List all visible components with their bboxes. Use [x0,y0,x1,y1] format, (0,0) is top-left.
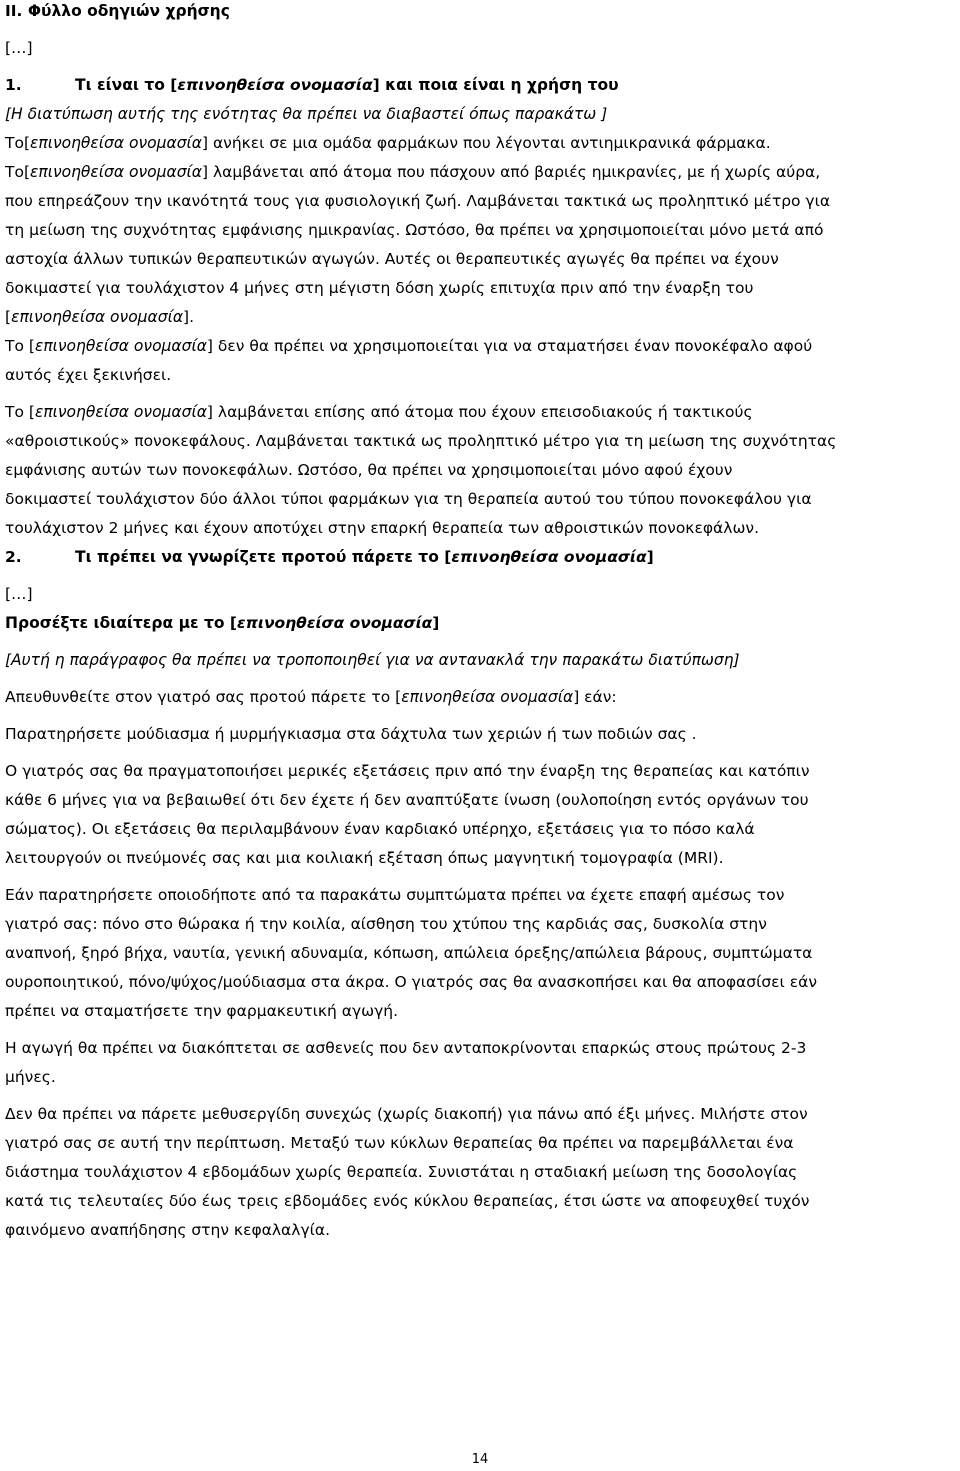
p4-pre: Το [ [5,403,35,421]
p4-line: τουλάχιστον 2 μήνες και έχουν αποτύχει στην επαρκή θεραπεία των αθροιστικών πονοκεφάλων. [5,519,760,537]
p8-line: γιατρό σας: πόνο στο θώρακα ή την κοιλία, αίσθηση του χτύπου της καρδιάς σας, δυσκολία στην [5,915,767,933]
heading-q1-suffix: ] και ποια είναι η χρήση του [372,76,619,94]
p8-line: πρέπει να σταματήσετε την φαρμακευτική αγωγή. [5,1002,399,1020]
instruction-note-1-text: [Η διατύπωση αυτής της ενότητας θα πρέπει να διαβαστεί όπως παρακάτω ] [5,105,608,123]
page-number: 14 [471,1452,489,1467]
ellipsis-marker: […] [5,39,33,57]
heading-q1-name: επινοηθείσα ονομασία [177,76,373,94]
p10-line: Δεν θα πρέπει να πάρετε μεθυσεργίδη συνεχώς (χωρίς διακοπή) για πάνω από έξι μήνες. Μιλήστε στον [5,1105,808,1123]
p2-line: τη μείωση της συχνότητας εμφάνισης ημικρανίας. Ωστόσο, θα πρέπει να χρησιμοποιείται μόνο μετά από [5,221,824,239]
paragraph-5 [5,683,950,712]
p10-line: κατά τις τελευταίες δύο έως τρεις εβδομάδες ενός κύκλου θεραπείας, έτσι ώστε να αποφευχθεί τυχόν [5,1192,810,1210]
p5-pre: Απευθυνθείτε στον γιατρό σας προτού πάρετε το [ [5,688,402,706]
ellipsis-marker-2: […] [5,585,33,603]
p10-line: φαινόμενο αναπήδησης στην κεφαλαλγία. [5,1221,331,1239]
p5-post: ] εάν: [573,688,617,706]
p2-line [5,303,950,332]
p1-pre: Το[ [5,134,30,152]
p2-line: που επηρεάζουν την ικανότητά τους για φυσιολογική ζωή. Λαμβάνεται τακτικά ως προληπτικό μέτρο για [5,192,831,210]
p7-line: λειτουργούν οι πνεύμονές σας και μια κοιλιακή εξέταση όπως μαγνητική τομογραφία (MRI). [5,849,724,867]
heading-q1-prefix: Τι είναι το [ [75,76,178,94]
heading-q1 [5,71,950,100]
paragraph-1 [5,129,950,158]
p8-line: ουροποιητικού, πόνο/ψύχος/μούδιασμα στα άκρα. Ο γιατρός σας θα ανασκοπήσει και θα αποφασίσει εάν [5,973,817,991]
p4-line [5,398,950,427]
p7-line: σώματος). Οι εξετάσεις θα περιλαμβάνουν έναν καρδιακό υπέρηχο, εξετάσεις για το πόσο καλά [5,820,755,838]
heading-q2 [5,543,950,572]
p1-post: ] ανήκει σε μια ομάδα φαρμάκων που λέγονται αντιημικρανικά φάρμακα. [201,134,771,152]
section-title: II. Φύλλο οδηγιών χρήσης [5,2,230,20]
paragraph-8 [5,881,950,1026]
paragraph-9 [5,1034,950,1092]
document-page [5,0,950,1245]
p3-line: αυτός έχει ξεκινήσει. [5,366,172,384]
p4-line: «αθροιστικούς» πονοκεφάλους. Λαμβάνεται τακτικά ως προληπτικό μέτρο για τη μείωση της συχνότητας [5,432,837,450]
instruction-note-2 [5,646,950,675]
p2-line: αστοχία άλλων τυπικών θεραπευτικών αγωγών. Αυτές οι θεραπευτικές αγωγές θα πρέπει να έχουν [5,250,779,268]
p8-line: Εάν παρατηρήσετε οποιοδήποτε από τα παρακάτω συμπτώματα πρέπει να έχετε επαφή αμέσως τον [5,886,785,904]
product-name: επινοηθείσα ονομασία [30,134,202,152]
p3-line [5,332,950,361]
instruction-note-2-text: [Αυτή η παράγραφος θα πρέπει να τροποποιηθεί για να αντανακλά την παρακάτω διατύπωση] [5,651,740,669]
paragraph-7 [5,757,950,873]
p3-post: ] δεν θα πρέπει να χρησιμοποιείται για να σταματήσει έναν πονοκέφαλο αφού [206,337,813,355]
caution-name: επινοηθείσα ονομασία [237,614,433,632]
p2-line [5,158,950,187]
caution-heading [5,609,950,638]
heading-q2-name: επινοηθείσα ονομασία [451,548,647,566]
p4-post: ] λαμβάνεται επίσης από άτομα που έχουν επεισοδιακούς ή τακτικούς [206,403,753,421]
p2-pre: Το[ [5,163,30,181]
heading-q1-number: 1. [5,76,22,94]
p4-line: εμφάνισης αυτών των πονοκεφάλων. Ωστόσο, θα πρέπει να χρησιμοποιείται μόνο αφού έχουν [5,461,733,479]
paragraph-6: Παρατηρήσετε μούδιασμα ή μυρμήγκιασμα στα δάχτυλα των χεριών ή των ποδιών σας . [5,725,697,743]
p2-line: δοκιμαστεί για τουλάχιστον 4 μήνες στη μέγιστη δόση χωρίς επιτυχία πριν από την έναρξη του [5,279,754,297]
product-name: επινοηθείσα ονομασία [34,337,207,355]
heading-q2-prefix: Τι πρέπει να γνωρίζετε προτού πάρετε το [ [75,548,452,566]
p4-line: δοκιμαστεί τουλάχιστον δύο άλλοι τύποι φαρμάκων για τη θεραπεία αυτού του τύπου πονοκεφάλου για [5,490,812,508]
paragraph-10 [5,1100,950,1245]
paragraph-2 [5,158,950,332]
p9-line: Η αγωγή θα πρέπει να διακόπτεται σε ασθενείς που δεν ανταποκρίνονται επαρκώς στους πρώτους 2-3 [5,1039,807,1057]
p7-line: κάθε 6 μήνες για να βεβαιωθεί ότι δεν έχετε ή δεν αναπτύξατε ίνωση (ουλοποίηση εντός οργάνων του [5,791,809,809]
p2-l6-post: ]. [183,308,195,326]
caution-suffix: ] [432,614,440,632]
product-name: επινοηθείσα ονομασία [34,403,207,421]
p9-line: μήνες. [5,1068,56,1086]
p2-post: ] λαμβάνεται από άτομα που πάσχουν από βαριές ημικρανίες, με ή χωρίς αύρα, [201,163,821,181]
p8-line: αναπνοή, ξηρό βήχα, ναυτία, γενική αδυναμία, κόπωση, απώλεια όρεξης/απώλεια βάρους, συμπτώματα [5,944,813,962]
p7-line: Ο γιατρός σας θα πραγματοποιήσει μερικές εξετάσεις πριν από την έναρξη της θεραπείας και κατόπιν [5,762,810,780]
p2-l6-pre: [ [5,308,12,326]
caution-prefix: Προσέξτε ιδιαίτερα με το [ [5,614,238,632]
product-name: επινοηθείσα ονομασία [30,163,202,181]
product-name: επινοηθείσα ονομασία [401,688,574,706]
p10-line: διάστημα τουλάχιστον 4 εβδομάδων χωρίς θεραπεία. Συνιστάται η σταδιακή μείωση της δοσολογίας [5,1163,798,1181]
p3-pre: Το [ [5,337,35,355]
product-name: επινοηθείσα ονομασία [11,308,184,326]
heading-q2-number: 2. [5,548,22,566]
paragraph-3 [5,332,950,390]
paragraph-4 [5,398,950,543]
heading-q2-suffix: ] [646,548,654,566]
instruction-note-1 [5,100,950,129]
p10-line: γιατρό σας σε αυτή την περίπτωση. Μεταξύ των κύκλων θεραπείας θα πρέπει να παρεμβάλλεται ένα [5,1134,794,1152]
